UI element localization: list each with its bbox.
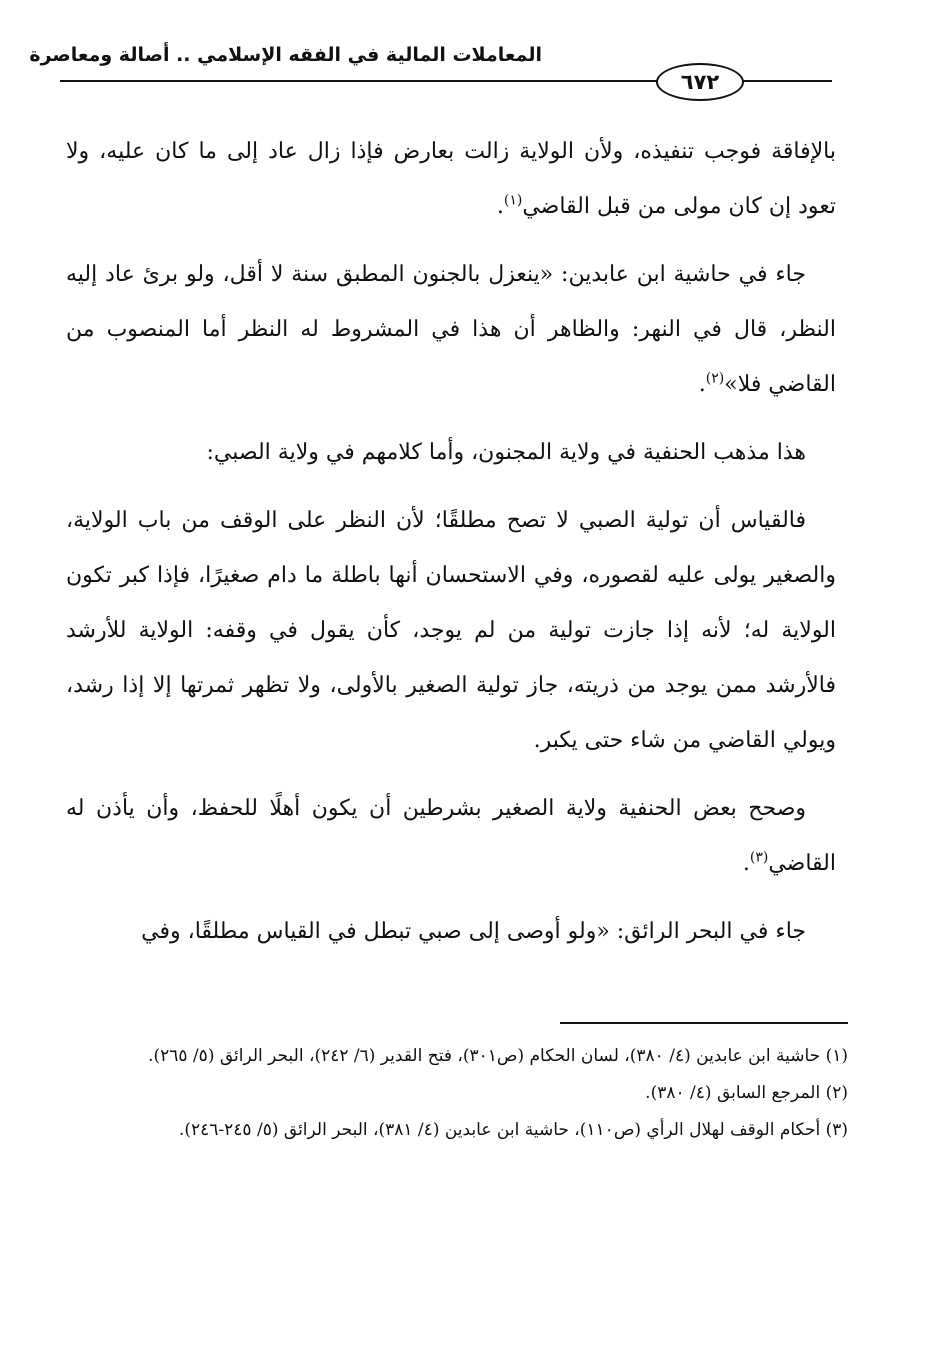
footnotes — [76, 1040, 848, 1151]
page-number-badge: ٦٧٢ — [656, 63, 744, 101]
paragraph-4 — [66, 493, 836, 768]
running-header-title: المعاملات المالية في الفقه الإسلامي .. أصالة ومعاصرة — [29, 44, 542, 66]
paragraph-6-text: جاء في البحر الرائق: «ولو أوصى إلى صبي تبطل في القياس مطلقًا، وفي — [141, 919, 806, 944]
paragraph-2: جاء في حاشية ابن عابدين: «ينعزل بالجنون المطبق سنة لا أقل، ولو برئ عاد إليه النظر، قال في النهر: والظاهر أن هذا في المشروط له النظر أما المنصوب من القاضي فلا»$^{(٢)}$. — [66, 262, 836, 397]
paragraph-1-text: بالإفاقة فوجب تنفيذه، ولأن الولاية زالت بعارض فإذا زال عاد إلى ما كان عليه، ولا تعود إن كان مولى من قبل القاضي — [66, 139, 836, 219]
paragraph-6 — [66, 904, 836, 959]
footnote-3 — [76, 1114, 848, 1147]
footnote-1-number: (١) — [825, 1046, 848, 1066]
paragraph-4-text: فالقياس أن تولية الصبي لا تصح مطلقًا؛ لأن النظر على الوقف من باب الولاية، والصغير يولى عليه لقصوره، وفي الاستحسان أنها باطلة ما دام صغيرًا، فإذا كبر تكون الولاية له؛ لأنه إذا جازت تولية من لم يوجد، كأن يقول في وقفه: الولاية للأرشد فالأرشد ممن يوجد من ذريته، جاز تولية الصغير بالأولى، ولا تظهر ثمرتها إلا إذا رشد، ويولي القاضي من شاء حتى يكبر. — [66, 508, 836, 753]
footnote-3-text: أحكام الوقف لهلال الرأي (ص١١٠)، حاشية ابن عابدين (٤/ ٣٨١)، البحر الرائق (٥/ ٢٤٥-٢٤٦). — [178, 1120, 821, 1140]
paragraph-1: بالإفاقة فوجب تنفيذه، ولأن الولاية زالت بعارض فإذا زال عاد إلى ما كان عليه، ولا تعود إن كان مولى من قبل القاضي$^{(١)}$. — [66, 139, 836, 219]
footnote-2-number: (٢) — [825, 1083, 848, 1103]
paragraph-3-text: هذا مذهب الحنفية في ولاية المجنون، وأما كلامهم في ولاية الصبي: — [206, 440, 806, 465]
footnote-2 — [76, 1077, 848, 1110]
footnote-1-text: حاشية ابن عابدين (٤/ ٣٨٠)، لسان الحكام (ص٣٠١)، فتح القدير (٦/ ٢٤٢)، البحر الرائق (٥/ ٢٦٥). — [148, 1046, 821, 1066]
paragraph-2-text: جاء في حاشية ابن عابدين: «ينعزل بالجنون المطبق سنة لا أقل، ولو برئ عاد إليه النظر، قال في النهر: والظاهر أن هذا في المشروط له النظر أما المنصوب من القاضي فلا» — [66, 262, 836, 397]
footnote-2-text: المرجع السابق (٤/ ٣٨٠). — [645, 1083, 821, 1103]
paragraph-3 — [66, 425, 836, 480]
footnote-3-number: (٣) — [825, 1120, 848, 1140]
footnote-ref-1: (١) — [503, 192, 523, 209]
footnote-1 — [76, 1040, 848, 1073]
main-text — [66, 124, 836, 972]
footnote-ref-3: (٣) — [749, 849, 769, 866]
paragraph-5-text: وصحح بعض الحنفية ولاية الصغير بشرطين أن يكون أهلًا للحفظ، وأن يأذن له القاضي — [66, 796, 836, 876]
paragraph-5: وصحح بعض الحنفية ولاية الصغير بشرطين أن يكون أهلًا للحفظ، وأن يأذن له القاضي$^{(٣)}$. — [66, 796, 836, 876]
footnote-ref-2: (٢) — [705, 370, 725, 387]
footnote-separator — [560, 1022, 848, 1024]
